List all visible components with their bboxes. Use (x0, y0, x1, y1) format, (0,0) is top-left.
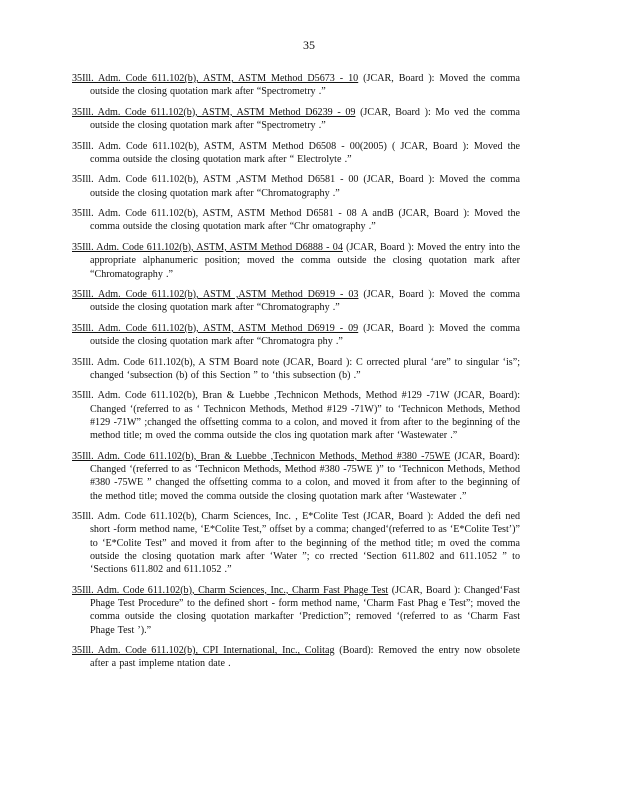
entry-text: (Board): Removed the entry now obsolete after a past impleme ntation date . (90, 645, 520, 670)
list-item (72, 241, 520, 281)
entry-text: 35Ill. Adm. Code 611.102(b), A STM Board note (JCAR, Board ): C orrected plural ‘are” to singular ‘is”; changed ‘subsection (b) of this Section ” to ‘this subsection (b) .” (72, 356, 520, 381)
list-item (72, 356, 520, 383)
list-item (72, 207, 520, 234)
list-item (72, 644, 520, 671)
entry-citation: 35Ill. Adm. Code 611.102(b), ASTM, ASTM Method D6239 - 09 (72, 106, 356, 118)
entry-citation: 35Ill. Adm. Code 611.102(b), ASTM, ASTM Method D6919 - 09 (72, 322, 359, 334)
page-number: 35 (303, 38, 315, 52)
entry-text: (JCAR, Board ): Moved the comma outside the closing quotation mark after “Spectrometry .” (90, 73, 520, 98)
entry-text: 35Ill. Adm. Code 611.102(b), ASTM, ASTM Method D6581 - 08 A andB (JCAR, Board ): Moved the comma outside the closing quotation mark after “Chr omatography .” (72, 208, 520, 233)
entry-text: 35Ill. Adm. Code 611.102(b), ASTM ,ASTM Method D6581 - 00 (JCAR, Board ): Moved the comma outside the closing quotation mark after “Chromatography .” (72, 174, 520, 199)
entry-citation: 35Ill. Adm. Code 611.102(b), Charm Sciences, Inc., Charm Fast Phage Test (72, 584, 389, 596)
list-item (72, 389, 520, 442)
list-item (72, 584, 520, 637)
entry-text: (JCAR, Board ): Moved the comma outside the closing quotation mark after “Chromatography .” (90, 288, 520, 314)
list-item (72, 72, 520, 99)
amendment-list (72, 72, 520, 678)
entry-citation: 35Ill. Adm. Code 611.102(b), Bran & Luebbe ,Technicon Methods, Method #380 -75WE (72, 450, 451, 462)
list-item (72, 450, 520, 503)
list-item (72, 106, 520, 133)
entry-text: (JCAR, Board ): Moved the entry into the appropriate alphanumeric position; moved the comma outside the closing quotation mark after “Chromatography .” (90, 241, 520, 280)
list-item (72, 510, 520, 576)
entry-text: (JCAR, Board ): Changed‘Fast Phage Test Procedure” to the defined short - form method name, ‘Charm Fast Phag e Test”; moved the comma outside the closing quotation markafter ‘Prediction”; removed ‘(referred to as ‘Charm Fast Phage Test ’).” (90, 584, 520, 636)
list-item (72, 288, 520, 315)
entry-citation: 35Ill. Adm. Code 611.102(b), ASTM, ASTM Method D5673 - 10 (72, 73, 359, 84)
entry-citation: 35Ill. Adm. Code 611.102(b), ASTM ,ASTM Method D6919 - 03 (72, 288, 359, 300)
entry-citation: 35Ill. Adm. Code 611.102(b), ASTM, ASTM Method D6888 - 04 (72, 241, 343, 253)
entry-text: 35Ill. Adm. Code 611.102(b), Charm Sciences, Inc. , E*Colite Test (JCAR, Board ): Added the defi ned short -form method name, ‘E*Colite Test,” offset by a comma; changed‘(referred to as ‘E*Colite Test’)” to ‘E*Colite Test” and moved it from after to the beginning of the method title; m oved the comma outside the closing quotation mark after ‘Water ”; co rrected ‘Section 611.802 and 611.1052 ” to ‘Sections 611.802 and 611.1052 .” (72, 511, 520, 576)
entry-text: (JCAR, Board ): Moved the comma outside the closing quotation mark after “Chromatogra phy .” (90, 322, 520, 348)
list-item (72, 173, 520, 200)
entry-text: 35Ill. Adm. Code 611.102(b), ASTM, ASTM Method D6508 - 00(2005) ( JCAR, Board ): Moved the comma outside the closing quotation mark after “ Electrolyte .” (72, 140, 520, 165)
entry-citation: 35Ill. Adm. Code 611.102(b), CPI International, Inc., Colitag (72, 645, 335, 657)
list-item (72, 322, 520, 349)
entry-text: 35Ill. Adm. Code 611.102(b), Bran & Luebbe ,Technicon Methods, Method #129 -71W (JCAR, Board): Changed ‘(referred to as ‘ Technicon Methods, Method #129 -71W)” to ‘Technicon Methods, Method #129 -71W” ;changed the offsetting comma to a colon, and moved it from after to the beginning of the method title; m oved the comma outside the clos ing quotation mark after ‘Wastewater .” (72, 390, 520, 442)
entry-text: (JCAR, Board): Changed ‘(referred to as ‘Technicon Methods, Method #380 -75WE )” to ‘Technicon Methods, Method #380 -75WE ” changed the offsetting comma to a colon, and moved it from after to the beginning of the method title; moved the comma outside the closing quotation mark after ‘Wastewater .” (90, 450, 520, 502)
list-item (72, 140, 520, 167)
entry-text: (JCAR, Board ): Mo ved the comma outside the closing quotation mark after “Spectrometry .” (90, 106, 520, 132)
